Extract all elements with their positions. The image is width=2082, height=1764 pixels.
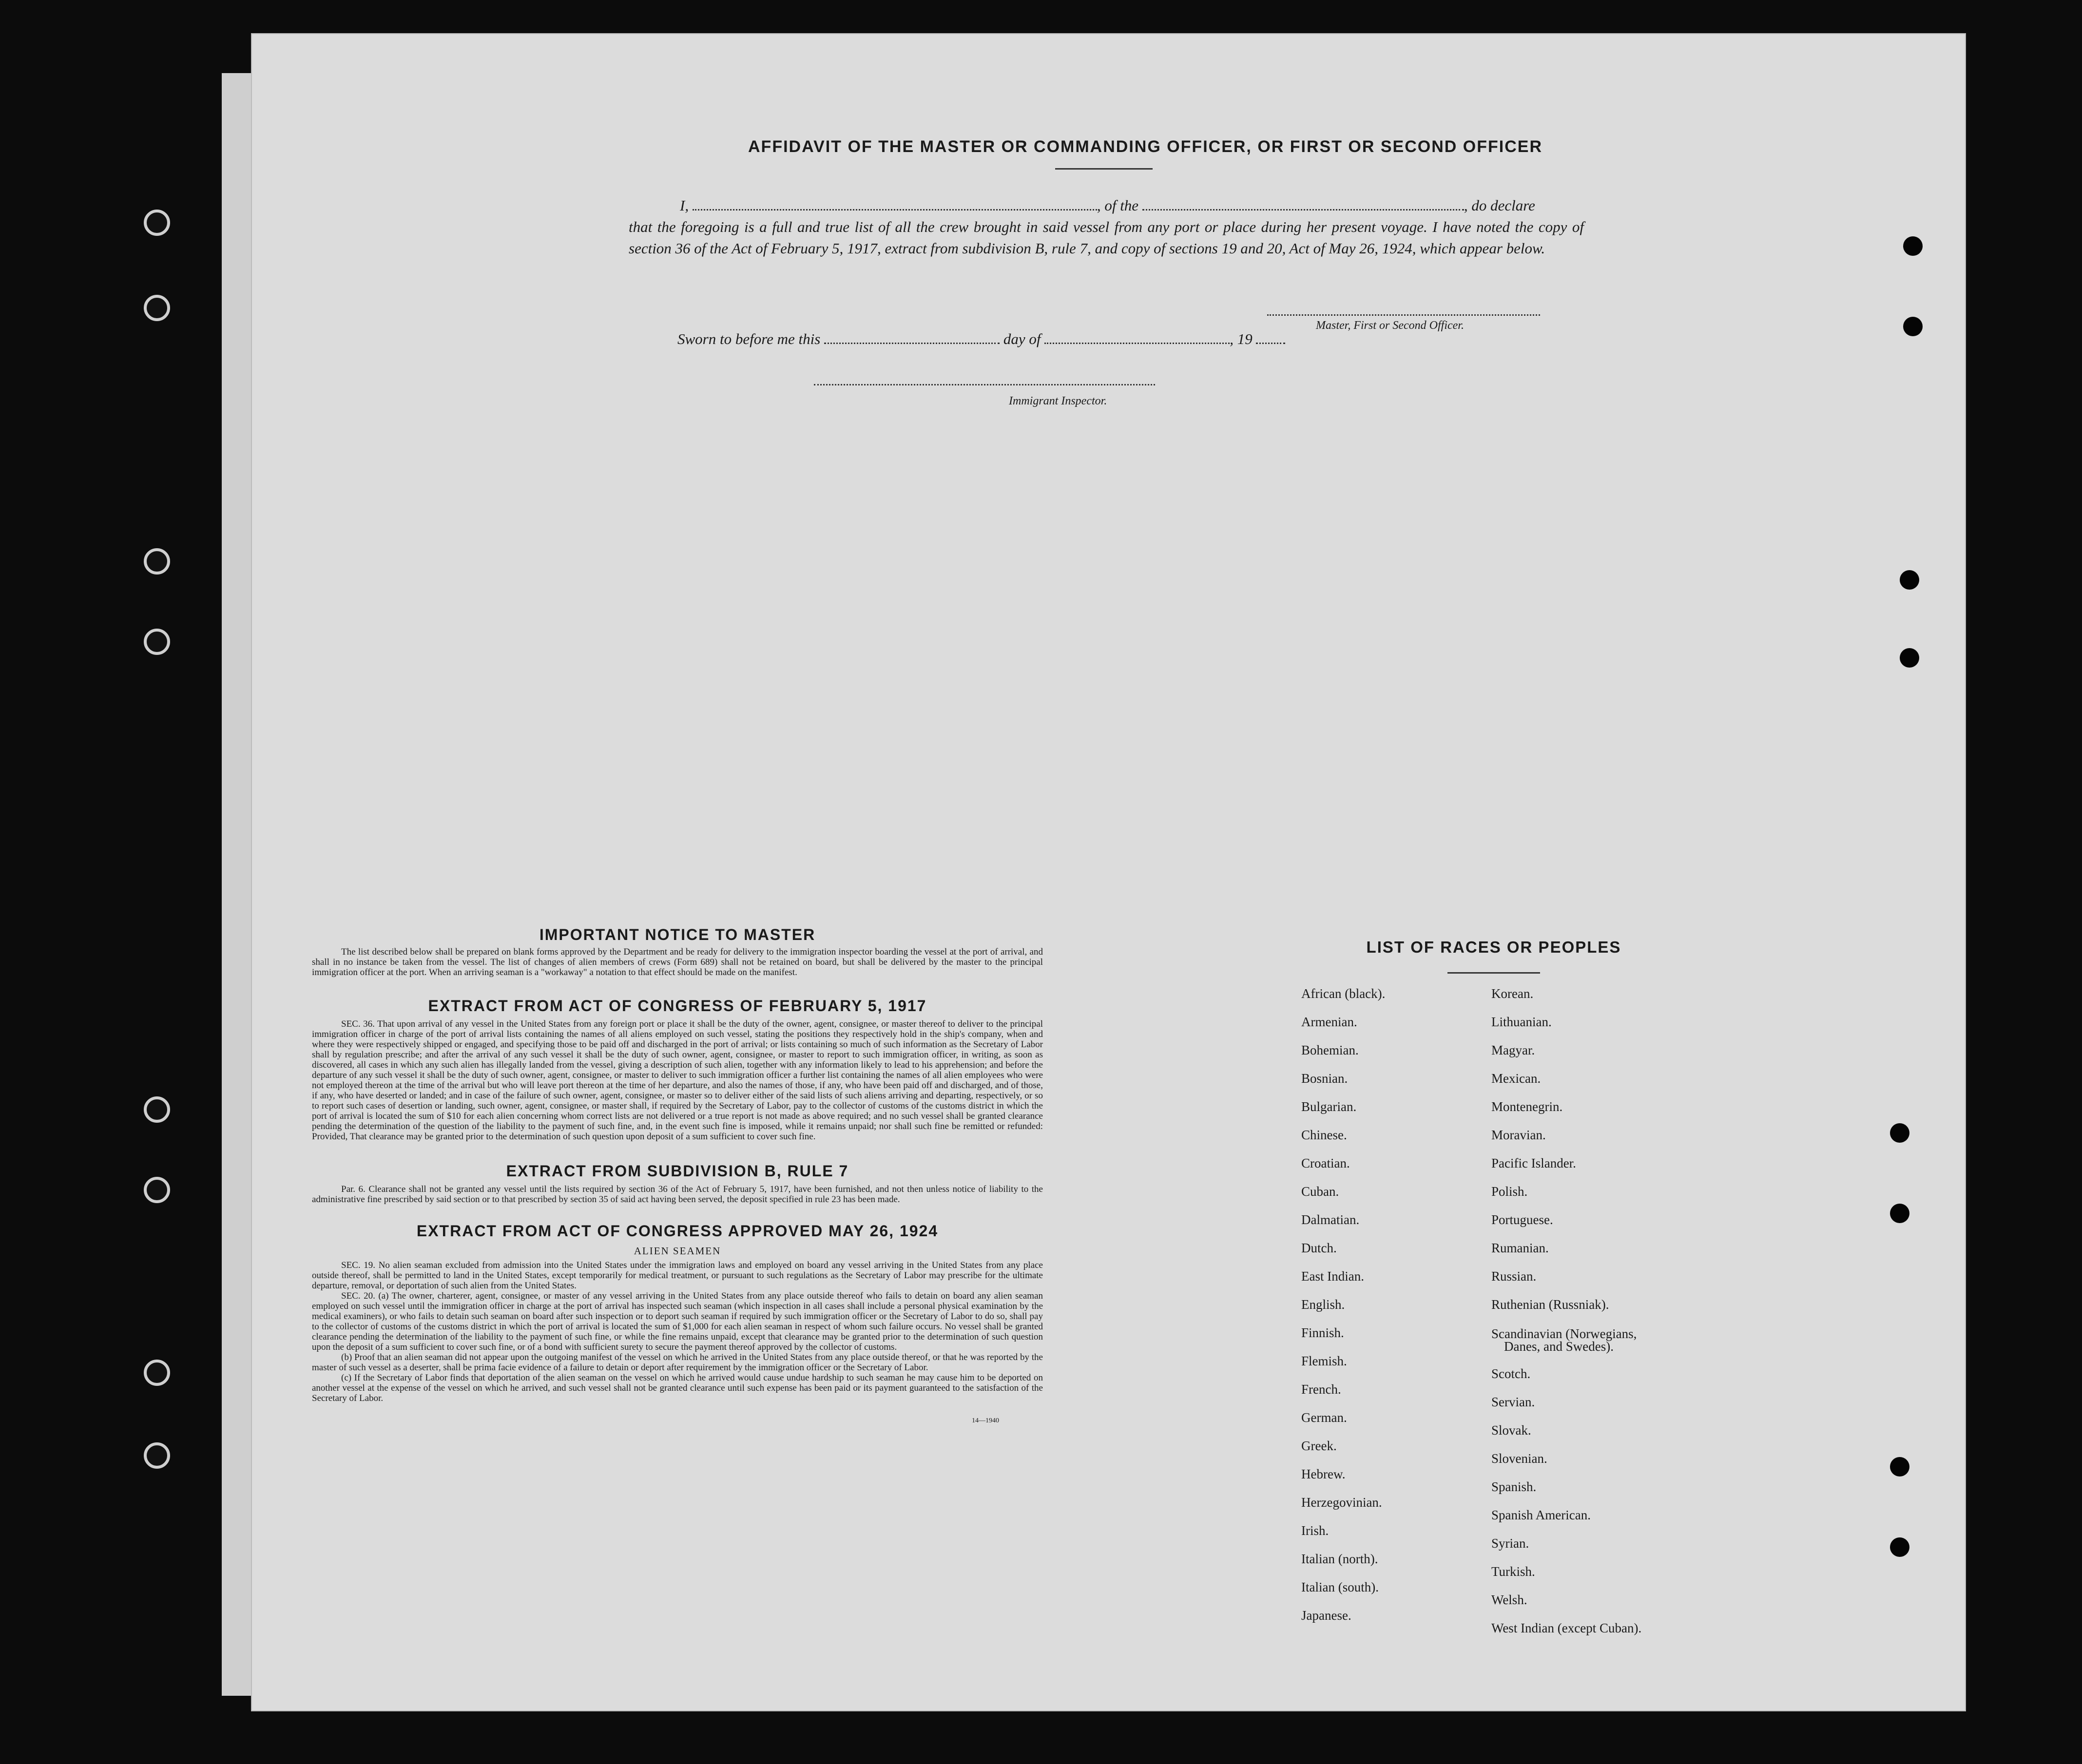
name-field[interactable]	[693, 209, 1097, 211]
race-item: Greek.	[1301, 1438, 1337, 1453]
races-title: LIST OF RACES OR PEOPLES	[1366, 938, 1621, 956]
extract-1917-text: SEC. 36. That upon arrival of any vessel in the United States from any foreign port or place it shall be the duty of the owner, agent, consignee, or master thereof to deliver to the principal immigration officer in charge of the port of arrival lists containing the names of all aliens employed on such vessel, stating the positions they respectively hold in the ship's company, when and where they were respectively shipped or engaged, and specifying those to be paid off and discharged in the port of arrival; or lists containing so much of such information as the Secretary of Labor shall by regulation prescribe; and after the arrival of any such vessel it shall be the duty of such owner, agent, consignee, or master to report to such immigration officer, in writing, as soon as discovered, all cases in which any such alien has illegally landed from the vessel, giving a description of such alien, together with any information likely to lead to his apprehension; and before the departure of any such vessel it shall be the duty of such owner, agent, consignee, or master to deliver to such immigration officer a further list containing the names of all alien employees who were not employed thereon at the time of the arrival but who will leave port thereon at the time of her departure, and also the names of those, if any, who have been paid off and discharged, and of those, if any, who have deserted or landed; and in case of the failure of such owner, agent, consignee, or master so to deliver either of the said lists of such aliens arriving and departing, respectively, or so to report such cases of desertion or landing, such owner, agent, consignee, or master shall, if required by the Secretary of Labor, pay to the collector of customs of the customs district in which the port of arrival is located the sum of $10 for each alien concerning whom correct lists are not delivered or a true report is not made as above required; and no such vessel shall be granted clearance pending the determination of the question of the liability to the payment of such fine, and, in the event such fine is imposed, while it remains unpaid; nor shall such fine be remitted or refunded: Provided, That clearance may be granted prior to the determination of such question upon deposit of a sum sufficient to cover such fine.	[312, 1019, 1043, 1142]
punch-hole	[1890, 1457, 1909, 1476]
day-of-label: day of	[1003, 330, 1041, 347]
master-signature-line[interactable]	[1267, 314, 1540, 316]
race-item: Flemish.	[1301, 1354, 1347, 1368]
race-item: English.	[1301, 1297, 1345, 1312]
race-item: Russian.	[1491, 1269, 1537, 1284]
race-item: Herzegovinian.	[1301, 1495, 1382, 1510]
race-item: Servian.	[1491, 1395, 1535, 1409]
binder-hole	[144, 548, 170, 575]
race-item: Bosnian.	[1301, 1071, 1348, 1086]
race-item: Bulgarian.	[1301, 1099, 1357, 1114]
legal-extracts	[312, 926, 1043, 1425]
races-left-column	[1301, 979, 1486, 1630]
race-item: Finnish.	[1301, 1325, 1344, 1340]
binder-hole	[144, 1177, 170, 1203]
race-item: Hebrew.	[1301, 1467, 1346, 1481]
sworn-line	[677, 330, 1285, 348]
race-item: Bohemian.	[1301, 1043, 1359, 1057]
master-signature-label: Master, First or Second Officer.	[1316, 319, 1464, 332]
race-item: Dutch.	[1301, 1241, 1337, 1255]
race-item: Pacific Islander.	[1491, 1156, 1576, 1170]
punch-hole	[1900, 570, 1919, 590]
inspector-label: Immigrant Inspector.	[1009, 395, 1107, 407]
race-item: Armenian.	[1301, 1015, 1357, 1029]
race-item: Cuban.	[1301, 1184, 1339, 1199]
sworn-label: Sworn to before me this	[677, 330, 821, 347]
binder-hole	[144, 1442, 170, 1469]
sworn-day-field[interactable]	[824, 342, 1000, 344]
races-right-column	[1491, 979, 1764, 1642]
race-item: Ruthenian (Russniak).	[1491, 1297, 1609, 1312]
sworn-month-field[interactable]	[1044, 342, 1230, 344]
race-item: Danes, and Swedes).	[1504, 1339, 1614, 1354]
binder-hole	[144, 629, 170, 655]
race-item: Syrian.	[1491, 1536, 1529, 1551]
race-item: Scandinavian (Norwegians,	[1491, 1326, 1637, 1341]
punch-hole	[1890, 1537, 1909, 1557]
binder-hole	[144, 210, 170, 236]
rule7-text: Par. 6. Clearance shall not be granted any vessel until the lists required by section 36 of the Act of February 5, 1917, have been furnished, and not then unless notice of liability to the administrative fine prescribed by said section or to that prescribed by section 35 of said act having been served, the deposit specified in rule 23 has been made.	[312, 1184, 1043, 1205]
race-item: Polish.	[1491, 1184, 1528, 1199]
sec20c-text: (c) If the Secretary of Labor finds that deportation of the alien seaman on the vessel on which he arrived would cause undue hardship to such seaman he may cause him to be deported on another vessel at the expense of the vessel on which he arrived, and such vessel shall not be granted clearance until such expense has been paid or its payment guaranteed to the satisfaction of the Secretary of Labor.	[312, 1373, 1043, 1403]
affidavit-block	[629, 195, 1584, 259]
punch-hole	[1903, 317, 1923, 336]
race-item: Mexican.	[1491, 1071, 1541, 1086]
race-item: Spanish.	[1491, 1479, 1537, 1494]
race-item: Lithuanian.	[1491, 1015, 1552, 1029]
punch-hole	[1900, 648, 1919, 668]
race-item: Magyar.	[1491, 1043, 1535, 1057]
race-item: Japanese.	[1301, 1608, 1351, 1623]
race-item: Italian (north).	[1301, 1552, 1378, 1566]
vessel-field[interactable]	[1142, 209, 1464, 211]
race-item: Scotch.	[1491, 1366, 1531, 1381]
race-item: Portuguese.	[1491, 1212, 1553, 1227]
race-item: German.	[1301, 1410, 1347, 1425]
sec19-text: SEC. 19. No alien seaman excluded from admission into the United States under the immigration laws and employed on board any vessel arriving in the United States from any place outside thereof, shall be permitted to land in the United States, except temporarily for medical treatment, or pursuant to such regulations as the Secretary of Labor may prescribe for the ultimate departure, removal, or deportation of such alien from the United States.	[312, 1260, 1043, 1291]
race-item: West Indian (except Cuban).	[1491, 1621, 1642, 1635]
race-item: Slovenian.	[1491, 1451, 1547, 1466]
title-rule	[1055, 168, 1153, 170]
extract-1924-title: EXTRACT FROM ACT OF CONGRESS APPROVED MAY 26, 1924	[416, 1222, 939, 1240]
of-the-label: , of the	[1097, 197, 1139, 214]
sec20b-text: (b) Proof that an alien seaman did not appear upon the outgoing manifest of the vessel on which he arrived in the United States from any place outside thereof, or that he was reported by the master of such vessel as a deserter, shall be prima facie evidence of a failure to detain or deport after requirement by the immigration officer or the Secretary of Labor.	[312, 1352, 1043, 1373]
punch-hole	[1890, 1204, 1909, 1223]
notice-title: IMPORTANT NOTICE TO MASTER	[539, 926, 816, 943]
race-item: Montenegrin.	[1491, 1099, 1563, 1114]
affidavit-title: AFFIDAVIT OF THE MASTER OR COMMANDING OFFICER, OR FIRST OR SECOND OFFICER	[748, 137, 1542, 156]
alien-seamen-subtitle: ALIEN SEAMEN	[634, 1245, 721, 1257]
race-item: African (black).	[1301, 986, 1386, 1001]
races-rule	[1447, 972, 1540, 974]
binder-hole	[144, 295, 170, 321]
punch-hole	[1903, 236, 1923, 256]
race-item: Italian (south).	[1301, 1580, 1379, 1594]
race-item: Rumanian.	[1491, 1241, 1549, 1255]
sworn-year-field[interactable]	[1256, 342, 1285, 344]
race-item: Moravian.	[1491, 1128, 1546, 1142]
race-item: East Indian.	[1301, 1269, 1364, 1284]
race-item: Spanish American.	[1491, 1508, 1591, 1522]
race-item: Turkish.	[1491, 1564, 1535, 1579]
i-label: I,	[680, 197, 689, 214]
race-item: Dalmatian.	[1301, 1212, 1360, 1227]
do-declare-label: , do declare	[1464, 197, 1535, 214]
extract-1917-title: EXTRACT FROM ACT OF CONGRESS OF FEBRUARY 5, 1917	[428, 997, 927, 1015]
rule7-title: EXTRACT FROM SUBDIVISION B, RULE 7	[506, 1162, 849, 1180]
race-item: Chinese.	[1301, 1128, 1347, 1142]
binder-hole	[144, 1096, 170, 1123]
race-item: Welsh.	[1491, 1592, 1527, 1607]
sec20a-text: SEC. 20. (a) The owner, charterer, agent, consignee, or master of any vessel arriving in the United States from any place outside thereof who fails to detain on board any alien seaman employed on such vessel until the immigration officer in charge at the port of arrival has inspected such seaman (which inspection in all cases shall include a personal physical examination by the medical examiners), or who fails to detain such seaman on board after such inspection or to deport such seaman if required by such immigration officer or the Secretary of Labor to do so, shall pay to the collector of customs of the customs district in which the port of arrival is located the sum of $1,000 for each alien seaman in respect of whom such failure occurs. No vessel shall be granted clearance pending the determination of the liability to the payment of such fine, or while the fine remains unpaid, except that clearance may be granted prior to the determination of such question upon the deposit of a sum sufficient to cover such fine, or of a bond with sufficient surety to secure the payment thereof approved by the collector of customs.	[312, 1291, 1043, 1352]
punch-hole	[1890, 1123, 1909, 1143]
race-item: Croatian.	[1301, 1156, 1350, 1170]
race-item: Slovak.	[1491, 1423, 1531, 1438]
affidavit-body: that the foregoing is a full and true list of all the crew brought in said vessel from any port or place during her present voyage. I have noted the copy of section 36 of the Act of February 5, 1917, extract from subdivision B, rule 7, and copy of sections 19 and 20, Act of May 26, 1924, which appear below.	[629, 218, 1584, 257]
inspector-signature-line[interactable]	[814, 384, 1155, 385]
binder-hole	[144, 1360, 170, 1386]
year-label: , 19	[1230, 330, 1253, 347]
race-item: Korean.	[1491, 986, 1534, 1001]
form-number: 14—1940	[972, 1417, 999, 1424]
notice-text: The list described below shall be prepared on blank forms approved by the Department and be ready for delivery to the immigration inspector boarding the vessel at the port of arrival, and shall in no instance be taken from the vessel. The list of changes of alien members of crews (Form 689) shall not be retained on board, but shall be delivered by the master to the principal immigration officer at the port. When an arriving seaman is a "workaway" a notation to that effect should be made on the manifest.	[312, 947, 1043, 978]
race-item: French.	[1301, 1382, 1341, 1397]
race-item: Irish.	[1301, 1523, 1329, 1538]
